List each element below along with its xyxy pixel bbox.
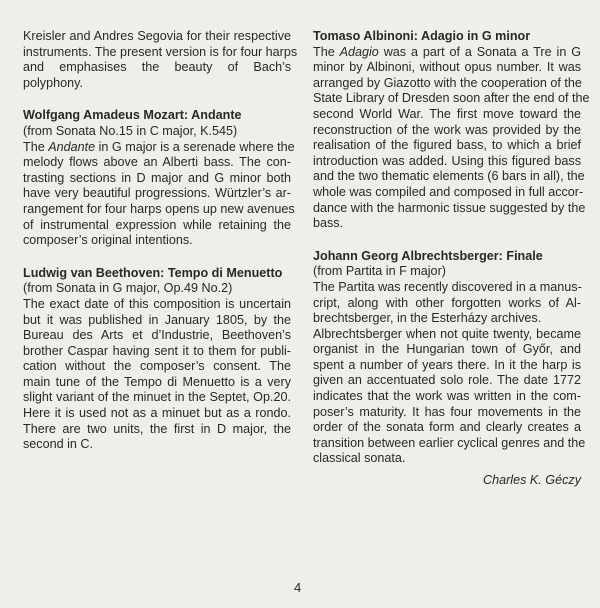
text-span: in G major is a serenade where the bbox=[95, 139, 295, 154]
text-line: Bureau des Arts et d’Industrie, Beethoven’s bbox=[23, 328, 291, 343]
text-line: brother Caspar having sent it to them for publi- bbox=[23, 343, 291, 358]
section-gap bbox=[23, 249, 291, 266]
text-line: cation without the composer’s consent. The bbox=[23, 359, 291, 374]
text-line: The Partita was recently discovered in a manus- bbox=[313, 279, 582, 294]
text-line: arranged by Giazotto with the cooperation of the bbox=[313, 75, 582, 90]
section-heading: Wolfgang Amadeus Mozart: Andante bbox=[23, 108, 242, 123]
text-line bbox=[23, 139, 295, 156]
text-line: main tune of the Tempo di Menuetto is a very bbox=[23, 374, 291, 389]
text-line: but it was published in January 1805, by the bbox=[23, 312, 291, 327]
text-line: minor by Albinoni, without opus number. It was bbox=[313, 60, 581, 75]
text-line: indicates that the work was written in the com- bbox=[313, 389, 581, 404]
text-line: reconstruction of the work was provided by the bbox=[313, 122, 581, 137]
section-gap bbox=[23, 91, 291, 108]
text-line: composer’s original intentions. bbox=[23, 233, 193, 248]
text-line: have very beautiful progressions. Würtzler’s ar- bbox=[23, 186, 291, 201]
text-line: Albrechtsberger when not quite twenty, became bbox=[313, 326, 581, 341]
text-line: instruments. The present version is for four harps bbox=[23, 44, 298, 59]
italic-title: Andante bbox=[48, 139, 96, 154]
section-gap bbox=[313, 232, 581, 249]
text-line: of instrumental expression while retaining the bbox=[23, 217, 291, 232]
left-column bbox=[23, 29, 298, 453]
text-line: given an accentuated solo role. The date 1772 bbox=[313, 373, 581, 388]
section-heading: Ludwig van Beethoven: Tempo di Menuetto bbox=[23, 265, 283, 280]
text-line: whole was compiled and composed in full accor- bbox=[313, 184, 584, 199]
section-heading: Johann Georg Albrechtsberger: Finale bbox=[313, 248, 543, 263]
text-line: realisation of the figured bass, to which a brief bbox=[313, 138, 581, 153]
italic-title: Adagio bbox=[339, 44, 379, 59]
text-line: slight variant of the minuet in the Septet, Op.20. bbox=[23, 390, 291, 405]
text-line: bass. bbox=[313, 216, 344, 231]
text-line: polyphony. bbox=[23, 75, 83, 90]
signature: Charles K. Géczy bbox=[483, 473, 581, 488]
text-line: second in C. bbox=[23, 437, 94, 452]
text-span: was a part of a Sonata a Tre in G bbox=[378, 44, 581, 59]
text-span: The bbox=[313, 44, 340, 59]
section-subheading: (from Partita in F major) bbox=[313, 264, 446, 279]
text-line: and emphasises the beauty of Bach’s bbox=[23, 60, 291, 75]
text-line: introduction was added. Using this figured bass bbox=[313, 153, 581, 168]
section-heading: Tomaso Albinoni: Adagio in G minor bbox=[313, 29, 531, 43]
text-line: dance with the harmonic tissue suggested by the bbox=[313, 200, 586, 215]
text-line: spent a number of years there. In it the harp is bbox=[313, 357, 581, 372]
text-line: trasting sections in D major and G minor both bbox=[23, 170, 291, 185]
section-subheading: (from Sonata in G major, Op.49 No.2) bbox=[23, 281, 233, 296]
text-line: transition between earlier cyclical genres and the bbox=[313, 435, 586, 450]
text-line: poser’s maturity. It has four movements in the bbox=[313, 404, 581, 419]
text-line: second World War. The first move toward the bbox=[313, 106, 581, 121]
page-number: 4 bbox=[294, 580, 302, 595]
text-line: rangement for four harps opens up new avenues bbox=[23, 201, 295, 216]
section-subheading: (from Sonata No.15 in C major, K.545) bbox=[23, 123, 238, 138]
text-line: cript, along with other forgotten works of Al- bbox=[313, 295, 581, 310]
text-line: Kreisler and Andres Segovia for their respective bbox=[23, 29, 291, 43]
text-line: order of the sonata form and clearly creates a bbox=[313, 420, 581, 435]
text-line: melody flows above an Alberti bass. The con- bbox=[23, 155, 291, 170]
text-line: brechtsberger, in the Esterházy archives. bbox=[313, 311, 542, 326]
text-line: Here it is used not as a minuet but as a rondo. bbox=[23, 406, 291, 421]
text-line: State Library of Dresden soon after the end of the bbox=[313, 91, 590, 106]
text-line: There are two units, the first in D major, the bbox=[23, 421, 291, 436]
text-span: The bbox=[23, 139, 49, 154]
right-column bbox=[313, 29, 590, 489]
text-line bbox=[313, 45, 581, 61]
text-line: and the two thematic elements (6 bars in all), the bbox=[313, 169, 585, 184]
text-line: organist in the Hungarian town of Győr, and bbox=[313, 342, 581, 357]
text-line: The exact date of this composition is uncertain bbox=[23, 296, 291, 311]
text-line: classical sonata. bbox=[313, 451, 406, 466]
